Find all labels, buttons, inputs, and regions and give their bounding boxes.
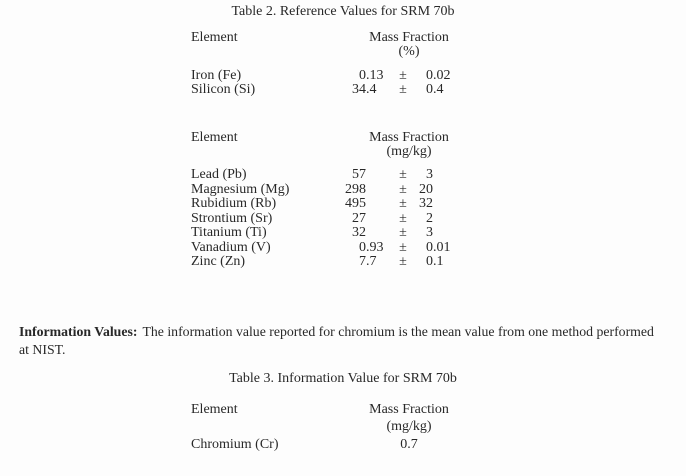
spacer [191, 45, 331, 59]
element-name: Lead (Pb) [191, 167, 247, 182]
uncertainty-int: 0 [426, 254, 433, 270]
table-row [191, 168, 463, 183]
table-row [191, 69, 463, 83]
uncertainty-frac [433, 212, 463, 227]
header-row [191, 401, 487, 418]
uncertainty-frac: .1 [433, 254, 444, 270]
value-int: 495 [345, 196, 366, 212]
column-header-element: Element [191, 30, 238, 45]
uncertainty-int: 0 [426, 239, 433, 255]
element-name: Silicon (Si) [191, 82, 256, 98]
value-int: 0 [359, 239, 366, 255]
header-row [191, 145, 487, 159]
table2-mgkg-rows [191, 168, 463, 270]
uncertainty-int: 0 [426, 68, 433, 83]
value-int: 57 [352, 167, 366, 182]
table-row [191, 212, 463, 227]
plus-minus-sign: ± [399, 68, 407, 83]
uncertainty-frac [433, 168, 463, 183]
uncertainty-frac: .01 [433, 239, 451, 255]
plus-minus-sign: ± [399, 181, 407, 197]
value-frac: .4 [366, 82, 377, 98]
column-header-mass-fraction: Mass Fraction [369, 30, 449, 45]
paragraph-text: The information value reported for chromium is the mean value from one method performed [142, 324, 654, 339]
value-frac [366, 183, 392, 198]
table-row [191, 226, 463, 241]
value-int: 298 [345, 181, 366, 197]
plus-minus-sign: ± [399, 210, 407, 226]
value-int: 32 [352, 225, 366, 241]
value: 0.7 [400, 436, 418, 452]
table-row [191, 183, 463, 198]
uncertainty-int: 2 [426, 210, 433, 226]
table-row [191, 255, 463, 270]
table-row [191, 436, 487, 453]
uncertainty-frac [433, 226, 463, 241]
column-header-unit-mgkg: (mg/kg) [386, 419, 432, 435]
element-name: Strontium (Sr) [191, 210, 273, 226]
column-header-mass-fraction: Mass Fraction [369, 402, 449, 417]
uncertainty-frac: .4 [433, 82, 444, 98]
table2-mgkg-header [191, 131, 487, 160]
value-int: 7 [359, 254, 366, 270]
table2-title: Table 2. Reference Values for SRM 70b [231, 4, 455, 19]
value-frac: .7 [366, 254, 377, 270]
element-name: Vanadium (V) [191, 239, 271, 255]
table2-percent-header [191, 31, 487, 60]
value-frac [366, 212, 392, 227]
uncertainty-int: 0 [426, 82, 433, 98]
value-frac [366, 168, 392, 183]
value-int: 27 [352, 210, 366, 226]
paragraph-line [19, 323, 679, 341]
value-frac: .13 [366, 68, 384, 83]
column-header-element: Element [191, 130, 238, 145]
uncertainty-frac [433, 183, 463, 198]
header-row [191, 418, 487, 435]
value-int: 0 [359, 68, 366, 83]
plus-minus-sign: ± [399, 196, 407, 212]
plus-minus-sign: ± [399, 254, 407, 270]
information-values-label: Information Values: [19, 324, 138, 339]
header-row [191, 45, 487, 59]
uncertainty-int: 20 [419, 181, 433, 197]
uncertainty-int: 3 [426, 225, 433, 241]
value-int: 34 [352, 82, 366, 98]
uncertainty-frac [433, 197, 463, 212]
element-name: Titanium (Ti) [191, 225, 267, 241]
table3 [191, 401, 487, 453]
element-name: Iron (Fe) [191, 68, 242, 83]
table2-percent-rows [191, 69, 463, 98]
table3-title: Table 3. Information Value for SRM 70b [229, 371, 457, 386]
element-name: Chromium (Cr) [191, 436, 279, 452]
plus-minus-sign: ± [399, 225, 407, 241]
uncertainty-int: 32 [419, 196, 433, 212]
column-header-unit-percent: (%) [398, 44, 420, 60]
plus-minus-sign: ± [399, 239, 407, 255]
column-header-element: Element [191, 402, 238, 417]
spacer [191, 418, 331, 435]
element-name: Zinc (Zn) [191, 254, 246, 270]
element-name: Rubidium (Rb) [191, 196, 277, 212]
uncertainty-frac: .02 [433, 68, 451, 83]
header-row [191, 131, 487, 145]
plus-minus-sign: ± [399, 167, 407, 182]
header-row [191, 31, 487, 45]
information-values-paragraph [19, 323, 679, 358]
value-frac [366, 226, 392, 241]
value-frac: .93 [366, 239, 384, 255]
plus-minus-sign: ± [399, 82, 407, 98]
spacer [191, 145, 331, 159]
uncertainty-int: 3 [426, 167, 433, 182]
table-row [191, 241, 463, 256]
table-row [191, 197, 463, 212]
column-header-mass-fraction: Mass Fraction [369, 130, 449, 145]
table-row [191, 83, 463, 97]
column-header-unit-mgkg: (mg/kg) [386, 144, 432, 160]
value-frac [366, 197, 392, 212]
paragraph-line: at NIST. [19, 341, 66, 357]
element-name: Magnesium (Mg) [191, 181, 290, 197]
